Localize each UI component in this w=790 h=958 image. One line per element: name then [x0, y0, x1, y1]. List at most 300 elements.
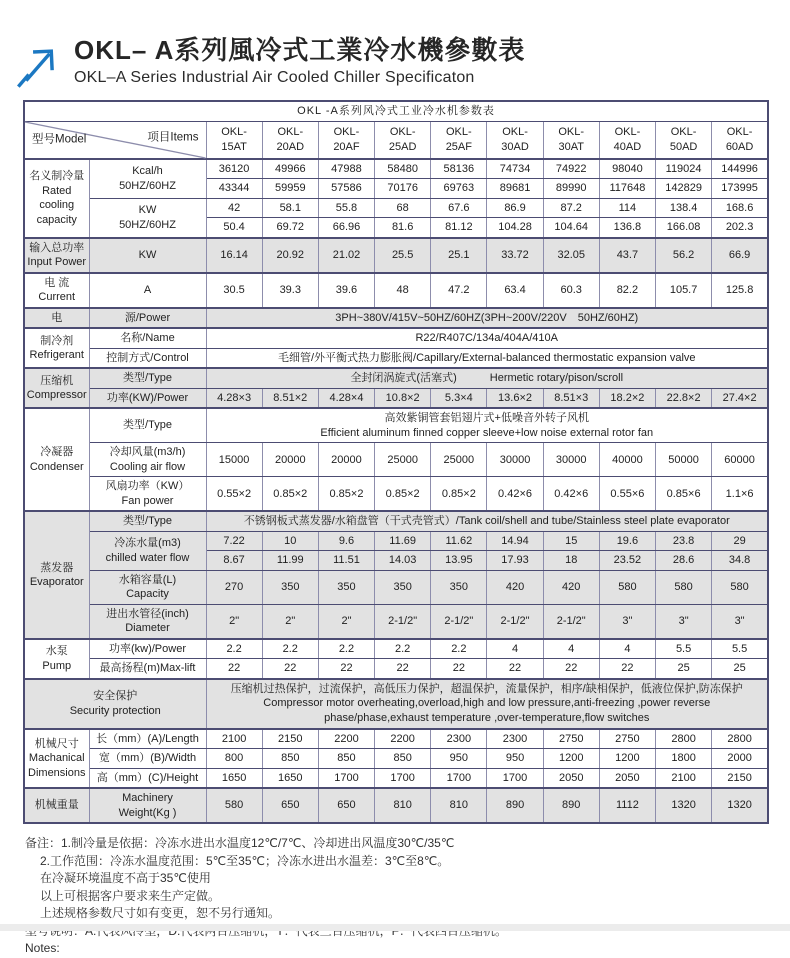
table-row [24, 604, 768, 639]
text-line: 输入总功率 [29, 241, 85, 254]
value-cell: 1.1×6 [712, 477, 768, 512]
text-line: 40AD [613, 140, 642, 153]
corner-cell [24, 121, 206, 159]
value-cell: 350 [375, 570, 431, 604]
table-row [24, 198, 768, 218]
text-line: 高效紫铜管套铝翅片式+低噪音外转子风机 [384, 412, 589, 425]
text-line: Rated [42, 184, 72, 197]
page-title-zh: OKL– A系列風冷式工業冷水機參數表 [74, 35, 526, 65]
text-line: 名义制冷量 [29, 170, 85, 183]
item-label: 功率(KW)/Power [89, 388, 206, 408]
value-cell: 47.2 [431, 273, 487, 308]
value-cell: 2" [262, 604, 318, 639]
value-cell: 67.6 [431, 198, 487, 218]
value-cell: 11.99 [262, 551, 318, 571]
value-cell: 3" [656, 604, 712, 639]
value-cell: 850 [262, 749, 318, 769]
value-cell: 2-1/2" [543, 604, 599, 639]
value-cell: 82.2 [599, 273, 655, 308]
table-row [24, 388, 768, 408]
value-cell: 50.4 [206, 218, 262, 238]
value-cell: 4.28×3 [206, 388, 262, 408]
text-line: OKL- [502, 126, 528, 138]
span-value-cell [206, 408, 768, 443]
text-line: Compressor [26, 389, 87, 402]
value-cell: 8.51×3 [543, 388, 599, 408]
value-cell: 58136 [431, 159, 487, 179]
value-cell: 27.4×2 [712, 388, 768, 408]
table-row [24, 328, 768, 348]
model-header-cell [318, 121, 374, 159]
value-cell: 69763 [431, 179, 487, 199]
span-value-cell [206, 679, 768, 729]
section-label [24, 368, 89, 408]
model-header-cell [431, 121, 487, 159]
text-line: OKL- [614, 126, 641, 138]
value-cell: 60.3 [543, 273, 599, 308]
value-cell: 2.2 [375, 639, 431, 659]
model-header-cell [375, 121, 431, 159]
text-line: Security protection [69, 704, 161, 717]
table-row [24, 749, 768, 769]
value-cell: 138.4 [656, 198, 712, 218]
value-cell: 0.42×6 [543, 477, 599, 512]
value-cell: 2750 [599, 729, 655, 749]
value-cell: 69.72 [262, 218, 318, 238]
item-label [89, 570, 206, 604]
value-cell: 1800 [656, 749, 712, 769]
model-header-cell [262, 121, 318, 159]
span-value-cell: 全封闭涡旋式(活塞式) Hermetic rotary/pison/scroll [206, 368, 768, 388]
text-line: Dimensions [28, 766, 86, 779]
text-line: capacity [36, 213, 77, 226]
text-line: Evaporator [29, 576, 84, 589]
value-cell: 89990 [543, 179, 599, 199]
text-line: 水箱容量(L) [118, 573, 177, 586]
masthead [0, 0, 790, 94]
text-line: cooling [39, 199, 75, 212]
table-row [24, 348, 768, 368]
item-label: 宽（mm）(B)/Width [89, 749, 206, 769]
value-cell: 47988 [318, 159, 374, 179]
value-cell: 68 [375, 198, 431, 218]
value-cell: 2200 [375, 729, 431, 749]
table-row [24, 368, 768, 388]
item-label [89, 159, 206, 199]
section-label [24, 511, 89, 639]
text-line: Capacity [126, 588, 169, 601]
text-line: Efficient aluminum finned copper sleeve+low noise external rotor fan [320, 426, 654, 439]
value-cell: 202.3 [712, 218, 768, 238]
value-cell: 2800 [712, 729, 768, 749]
value-cell: 58480 [375, 159, 431, 179]
value-cell: 0.85×2 [375, 477, 431, 512]
section-label [24, 273, 89, 308]
text-line: Fan power [121, 494, 174, 507]
table-row [24, 159, 768, 179]
value-cell: 2800 [656, 729, 712, 749]
value-cell: 125.8 [712, 273, 768, 308]
value-cell: 2300 [431, 729, 487, 749]
table-row [24, 238, 768, 273]
section-label [24, 729, 89, 789]
item-label [89, 477, 206, 512]
value-cell: 81.12 [431, 218, 487, 238]
value-cell: 15 [543, 531, 599, 551]
span-value-cell: R22/R407C/134a/404A/410A [206, 328, 768, 348]
value-cell: 56.2 [656, 238, 712, 273]
value-cell: 59959 [262, 179, 318, 199]
value-cell: 19.6 [599, 531, 655, 551]
value-cell: 22 [206, 659, 262, 679]
item-label: 名称/Name [89, 328, 206, 348]
note-line: 上述规格参数尺寸如有变更，恕不另行通知。 [40, 906, 281, 921]
text-line: Weight(Kg ) [118, 806, 177, 819]
page-title-en: OKL–A Series Industrial Air Cooled Chiller Specificaton [74, 68, 475, 86]
value-cell: 3" [712, 604, 768, 639]
table-row [24, 531, 768, 551]
value-cell: 890 [487, 788, 543, 823]
value-cell: 70176 [375, 179, 431, 199]
title-block [74, 36, 525, 87]
value-cell: 1200 [599, 749, 655, 769]
text-line: OKL- [670, 126, 697, 138]
value-cell: 2150 [712, 768, 768, 788]
value-cell: 22 [318, 659, 374, 679]
value-cell: 21.02 [318, 238, 374, 273]
value-cell: 39.3 [262, 273, 318, 308]
value-cell: 33.72 [487, 238, 543, 273]
corner-items-label: 项目Items [147, 131, 199, 144]
value-cell: 5.5 [712, 639, 768, 659]
value-cell: 810 [375, 788, 431, 823]
value-cell: 23.52 [599, 551, 655, 571]
value-cell: 0.85×2 [318, 477, 374, 512]
model-header-cell [656, 121, 712, 159]
item-label: 源/Power [89, 308, 206, 329]
value-cell: 98040 [599, 159, 655, 179]
value-cell: 580 [599, 570, 655, 604]
value-cell: 350 [431, 570, 487, 604]
value-cell: 1700 [318, 768, 374, 788]
value-cell: 25000 [431, 443, 487, 477]
table-row [24, 273, 768, 308]
section-label: 电 [24, 308, 89, 329]
value-cell: 55.8 [318, 198, 374, 218]
value-cell: 420 [487, 570, 543, 604]
value-cell: 23.8 [656, 531, 712, 551]
value-cell: 0.85×2 [431, 477, 487, 512]
text-line: KW [138, 204, 157, 217]
value-cell: 1650 [206, 768, 262, 788]
value-cell: 25.5 [375, 238, 431, 273]
value-cell: 350 [318, 570, 374, 604]
text-line: OKL- [558, 126, 585, 138]
value-cell: 30.5 [206, 273, 262, 308]
value-cell: 173995 [712, 179, 768, 199]
table-row [24, 729, 768, 749]
value-cell: 14.94 [487, 531, 543, 551]
value-cell: 4 [599, 639, 655, 659]
value-cell: 22 [487, 659, 543, 679]
value-cell: 2.2 [318, 639, 374, 659]
value-cell: 32.05 [543, 238, 599, 273]
value-cell: 15000 [206, 443, 262, 477]
item-label [89, 443, 206, 477]
value-cell: 0.55×6 [599, 477, 655, 512]
item-label [89, 604, 206, 639]
corner-model-label: 型号Model [32, 133, 87, 146]
note-line: Notes: [25, 941, 60, 956]
span-value-cell: 3PH~380V/415V~50HZ/60HZ(3PH~200V/220V 50HZ/60HZ) [206, 308, 768, 329]
value-cell: 28.6 [656, 551, 712, 571]
value-cell: 10.8×2 [375, 388, 431, 408]
value-cell: 40000 [599, 443, 655, 477]
note-line: 在冷凝环境温度不高于35℃使用 [40, 871, 211, 886]
text-line: 30AT [558, 140, 584, 153]
value-cell: 20000 [262, 443, 318, 477]
value-cell: 11.62 [431, 531, 487, 551]
note-line: 备注：1.制冷量是依据：冷冻水进出水温度12℃/7℃、冷却进出风温度30℃/35℃ [25, 836, 455, 851]
table-row [24, 679, 768, 729]
value-cell: 950 [487, 749, 543, 769]
value-cell: 22 [431, 659, 487, 679]
value-cell: 2750 [543, 729, 599, 749]
value-cell: 1700 [375, 768, 431, 788]
value-cell: 20.92 [262, 238, 318, 273]
item-label: 类型/Type [89, 408, 206, 443]
item-label: 高（mm）(C)/Height [89, 768, 206, 788]
value-cell: 850 [318, 749, 374, 769]
value-cell: 2-1/2" [375, 604, 431, 639]
table-row [24, 308, 768, 329]
value-cell: 13.6×2 [487, 388, 543, 408]
item-label: 控制方式/Control [89, 348, 206, 368]
item-label: 长（mm）(A)/Length [89, 729, 206, 749]
value-cell: 43.7 [599, 238, 655, 273]
text-line: 风扇功率（KW） [105, 480, 190, 493]
value-cell: 29 [712, 531, 768, 551]
text-line: 25AF [445, 140, 472, 153]
value-cell: 43344 [206, 179, 262, 199]
value-cell: 2" [318, 604, 374, 639]
text-line: Input Power [27, 256, 87, 269]
value-cell: 136.8 [599, 218, 655, 238]
text-line: OKL- [277, 126, 304, 138]
value-cell: 22 [375, 659, 431, 679]
value-cell: 34.8 [712, 551, 768, 571]
value-cell: 270 [206, 570, 262, 604]
value-cell: 2" [206, 604, 262, 639]
value-cell: 42 [206, 198, 262, 218]
value-cell: 13.95 [431, 551, 487, 571]
value-cell: 1320 [712, 788, 768, 823]
value-cell: 420 [543, 570, 599, 604]
value-cell: 2-1/2" [487, 604, 543, 639]
value-cell: 650 [318, 788, 374, 823]
text-line: phase/phase,exhaust temperature ,over-temperature,flow switches [324, 711, 650, 724]
value-cell: 168.6 [712, 198, 768, 218]
text-line: Cooling air flow [109, 460, 186, 473]
value-cell: 580 [656, 570, 712, 604]
value-cell: 1700 [431, 768, 487, 788]
value-cell: 2150 [262, 729, 318, 749]
value-cell: 48 [375, 273, 431, 308]
value-cell: 50000 [656, 443, 712, 477]
text-line: OKL- [221, 126, 247, 138]
value-cell: 58.1 [262, 198, 318, 218]
span-value-cell: 毛细管/外平衡式热力膨胀阀/Capillary/External-balanced thermostatic expansion valve [206, 348, 768, 368]
section-label [24, 238, 89, 273]
value-cell: 1650 [262, 768, 318, 788]
value-cell: 580 [712, 570, 768, 604]
value-cell: 142829 [656, 179, 712, 199]
value-cell: 66.96 [318, 218, 374, 238]
value-cell: 1700 [487, 768, 543, 788]
text-line: 30AD [501, 140, 529, 153]
value-cell: 1200 [543, 749, 599, 769]
table-title-row [24, 101, 768, 121]
value-cell: 8.51×2 [262, 388, 318, 408]
value-cell: 2050 [543, 768, 599, 788]
value-cell: 18.2×2 [599, 388, 655, 408]
text-line: 制冷剂 [40, 334, 74, 347]
note-line: 2.工作范围：冷冻水温度范围：5℃至35℃；冷冻水进出水温差：3℃至8℃。 [40, 853, 450, 868]
value-cell: 0.85×6 [656, 477, 712, 512]
value-cell: 22 [543, 659, 599, 679]
value-cell: 2100 [206, 729, 262, 749]
text-line: 冷凝器 [40, 446, 74, 459]
value-cell: 0.42×6 [487, 477, 543, 512]
item-label [89, 788, 206, 823]
text-line: 蒸发器 [40, 561, 74, 574]
value-cell: 2.2 [262, 639, 318, 659]
value-cell: 74922 [543, 159, 599, 179]
value-cell: 119024 [656, 159, 712, 179]
section-label [24, 639, 89, 679]
value-cell: 8.67 [206, 551, 262, 571]
text-line: Condenser [29, 460, 84, 473]
text-line: OKL- [389, 126, 416, 138]
value-cell: 810 [431, 788, 487, 823]
section-label [24, 408, 89, 511]
value-cell: 39.6 [318, 273, 374, 308]
text-line: OKL- [446, 126, 472, 138]
value-cell: 144996 [712, 159, 768, 179]
text-line: 25AD [388, 140, 417, 153]
text-line: Machanical [28, 752, 85, 765]
value-cell: 2000 [712, 749, 768, 769]
value-cell: 25 [712, 659, 768, 679]
item-label [89, 531, 206, 570]
value-cell: 81.6 [375, 218, 431, 238]
text-line: 冷却风量(m3/h) [109, 446, 186, 459]
value-cell: 74734 [487, 159, 543, 179]
text-line: 冷冻水量(m3) [114, 537, 181, 550]
value-cell: 2-1/2" [431, 604, 487, 639]
value-cell: 18 [543, 551, 599, 571]
value-cell: 2200 [318, 729, 374, 749]
value-cell: 0.55×2 [206, 477, 262, 512]
value-cell: 5.3×4 [431, 388, 487, 408]
value-cell: 25.1 [431, 238, 487, 273]
text-line: 电 流 [44, 276, 70, 289]
text-line: chilled water flow [105, 551, 190, 564]
text-line: 50AD [669, 140, 698, 153]
value-cell: 86.9 [487, 198, 543, 218]
text-line: 50HZ/60HZ [119, 218, 176, 231]
value-cell: 0.85×2 [262, 477, 318, 512]
span-value-cell: 不锈钢板式蒸发器/水箱盘管（干式壳管式）/Tank coil/shell and tube/Stainless steel plate evaporator [206, 511, 768, 531]
value-cell: 11.51 [318, 551, 374, 571]
text-line: Pump [42, 659, 72, 672]
value-cell: 10 [262, 531, 318, 551]
value-cell: 66.9 [712, 238, 768, 273]
text-line: 机械尺寸 [34, 737, 79, 750]
value-cell: 63.4 [487, 273, 543, 308]
value-cell: 20000 [318, 443, 374, 477]
value-cell: 3" [599, 604, 655, 639]
table-row [24, 511, 768, 531]
note-line: 以上可根据客户要求来生产定做。 [40, 888, 221, 903]
item-label: 类型/Type [89, 368, 206, 388]
value-cell: 2.2 [431, 639, 487, 659]
text-line: 15AT [221, 140, 247, 153]
text-line: 20AF [333, 140, 360, 153]
value-cell: 2.2 [206, 639, 262, 659]
item-label: A [89, 273, 206, 308]
text-line: Machinery [122, 792, 173, 805]
value-cell: 57586 [318, 179, 374, 199]
text-line: 水泵 [45, 645, 68, 658]
value-cell: 60000 [712, 443, 768, 477]
value-cell: 850 [375, 749, 431, 769]
item-label [89, 198, 206, 238]
text-line: 50HZ/60HZ [119, 179, 176, 192]
value-cell: 49966 [262, 159, 318, 179]
value-cell: 104.28 [487, 218, 543, 238]
value-cell: 950 [431, 749, 487, 769]
table-row [24, 659, 768, 679]
value-cell: 580 [206, 788, 262, 823]
value-cell: 1320 [656, 788, 712, 823]
value-cell: 117648 [599, 179, 655, 199]
value-cell: 800 [206, 749, 262, 769]
text-line: Current [38, 291, 76, 304]
text-line: 进出水管径(inch) [106, 607, 189, 620]
text-line: 压缩机过热保护，过流保护，高低压力保护，超温保护，流量保护，相序/缺相保护，低液位保护,防冻保护 [230, 682, 743, 695]
text-line: 压缩机 [40, 374, 74, 387]
logo-arrow-icon [14, 38, 66, 92]
text-line: 60AD [725, 140, 754, 153]
section-label [24, 159, 89, 238]
item-label: 最高扬程(m)Max-lift [89, 659, 206, 679]
value-cell: 114 [599, 198, 655, 218]
table-row [24, 788, 768, 823]
value-cell: 650 [262, 788, 318, 823]
model-header-cell [543, 121, 599, 159]
value-cell: 5.5 [656, 639, 712, 659]
value-cell: 16.14 [206, 238, 262, 273]
value-cell: 105.7 [656, 273, 712, 308]
section-label [24, 679, 206, 729]
value-cell: 4 [543, 639, 599, 659]
table-row [24, 408, 768, 443]
notes [25, 835, 790, 958]
spec-table-body [24, 101, 768, 823]
value-cell: 350 [262, 570, 318, 604]
value-cell: 14.03 [375, 551, 431, 571]
